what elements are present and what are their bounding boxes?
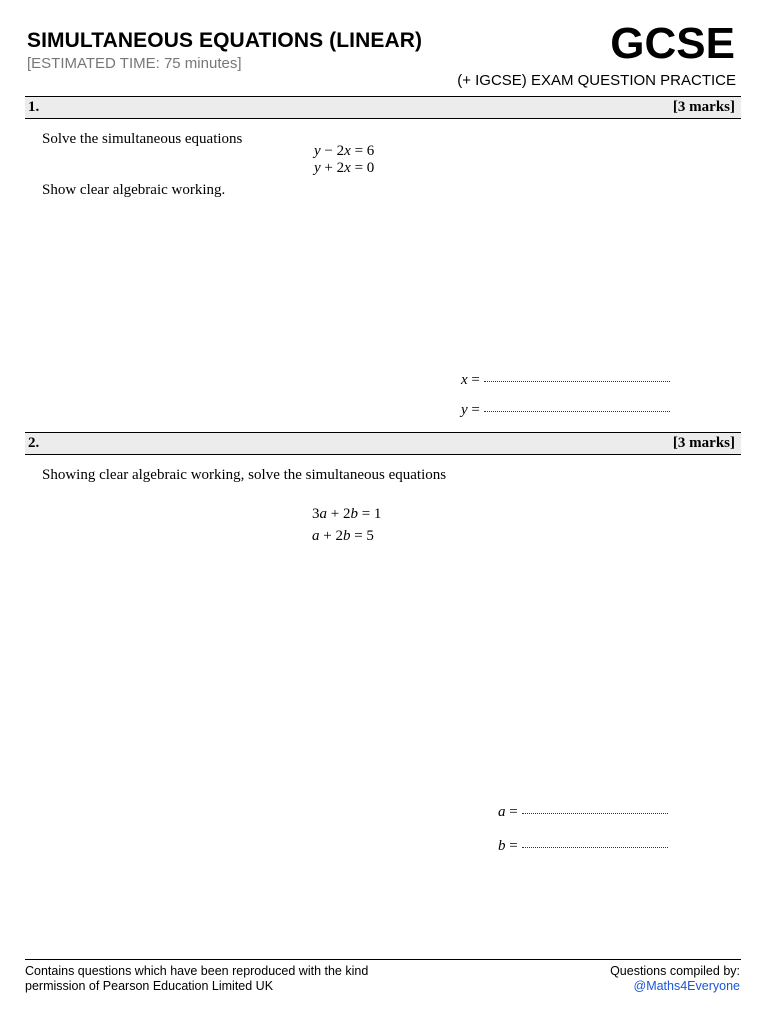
answer-b-line[interactable] xyxy=(498,838,668,855)
answer-label: b = xyxy=(498,838,518,854)
question-2-prompt: Showing clear algebraic working, solve the simultaneous equations xyxy=(42,467,447,483)
author-handle-link[interactable]: @Maths4Everyone xyxy=(633,979,740,993)
question-1-prompt: Solve the simultaneous equations xyxy=(42,131,243,147)
question-1-equation-2: y + 2x = 0 xyxy=(314,160,375,176)
permission-line-1: Contains questions which have been reproduced with the kind xyxy=(25,964,369,978)
permission-notice xyxy=(25,964,368,994)
exam-practice-subtitle: (+ IGCSE) EXAM QUESTION PRACTICE xyxy=(457,72,736,89)
question-1-header xyxy=(25,96,741,119)
question-1-instruction: Show clear algebraic working. xyxy=(42,182,226,198)
question-2-equation-1: 3a + 2b = 1 xyxy=(312,506,382,522)
answer-y-line[interactable] xyxy=(461,402,670,419)
answer-x-line[interactable] xyxy=(461,372,670,389)
worksheet-title: SIMULTANEOUS EQUATIONS (LINEAR) xyxy=(27,29,423,52)
answer-label: a = xyxy=(498,804,518,820)
answer-blank[interactable] xyxy=(522,812,668,814)
question-number: 2. xyxy=(28,435,40,451)
question-number: 1. xyxy=(28,99,40,115)
estimated-time: [ESTIMATED TIME: 75 minutes] xyxy=(27,55,242,72)
compiled-by-label: Questions compiled by: xyxy=(610,964,740,978)
permission-line-2: permission of Pearson Education Limited UK xyxy=(25,979,274,993)
answer-blank[interactable] xyxy=(484,410,670,412)
question-1-equation-1: y − 2x = 6 xyxy=(314,143,375,159)
level-heading: GCSE xyxy=(610,19,735,68)
answer-a-line[interactable] xyxy=(498,804,668,821)
answer-label: x = xyxy=(461,372,480,388)
footer-divider xyxy=(25,959,741,960)
question-marks: [3 marks] xyxy=(672,435,735,451)
question-2-equation-2: a + 2b = 5 xyxy=(312,528,374,544)
question-2-header xyxy=(25,432,741,455)
compiler-credit xyxy=(610,964,740,994)
answer-label: y = xyxy=(461,402,480,418)
question-marks: [3 marks] xyxy=(672,99,735,115)
answer-blank[interactable] xyxy=(522,846,668,848)
answer-blank[interactable] xyxy=(484,380,670,382)
